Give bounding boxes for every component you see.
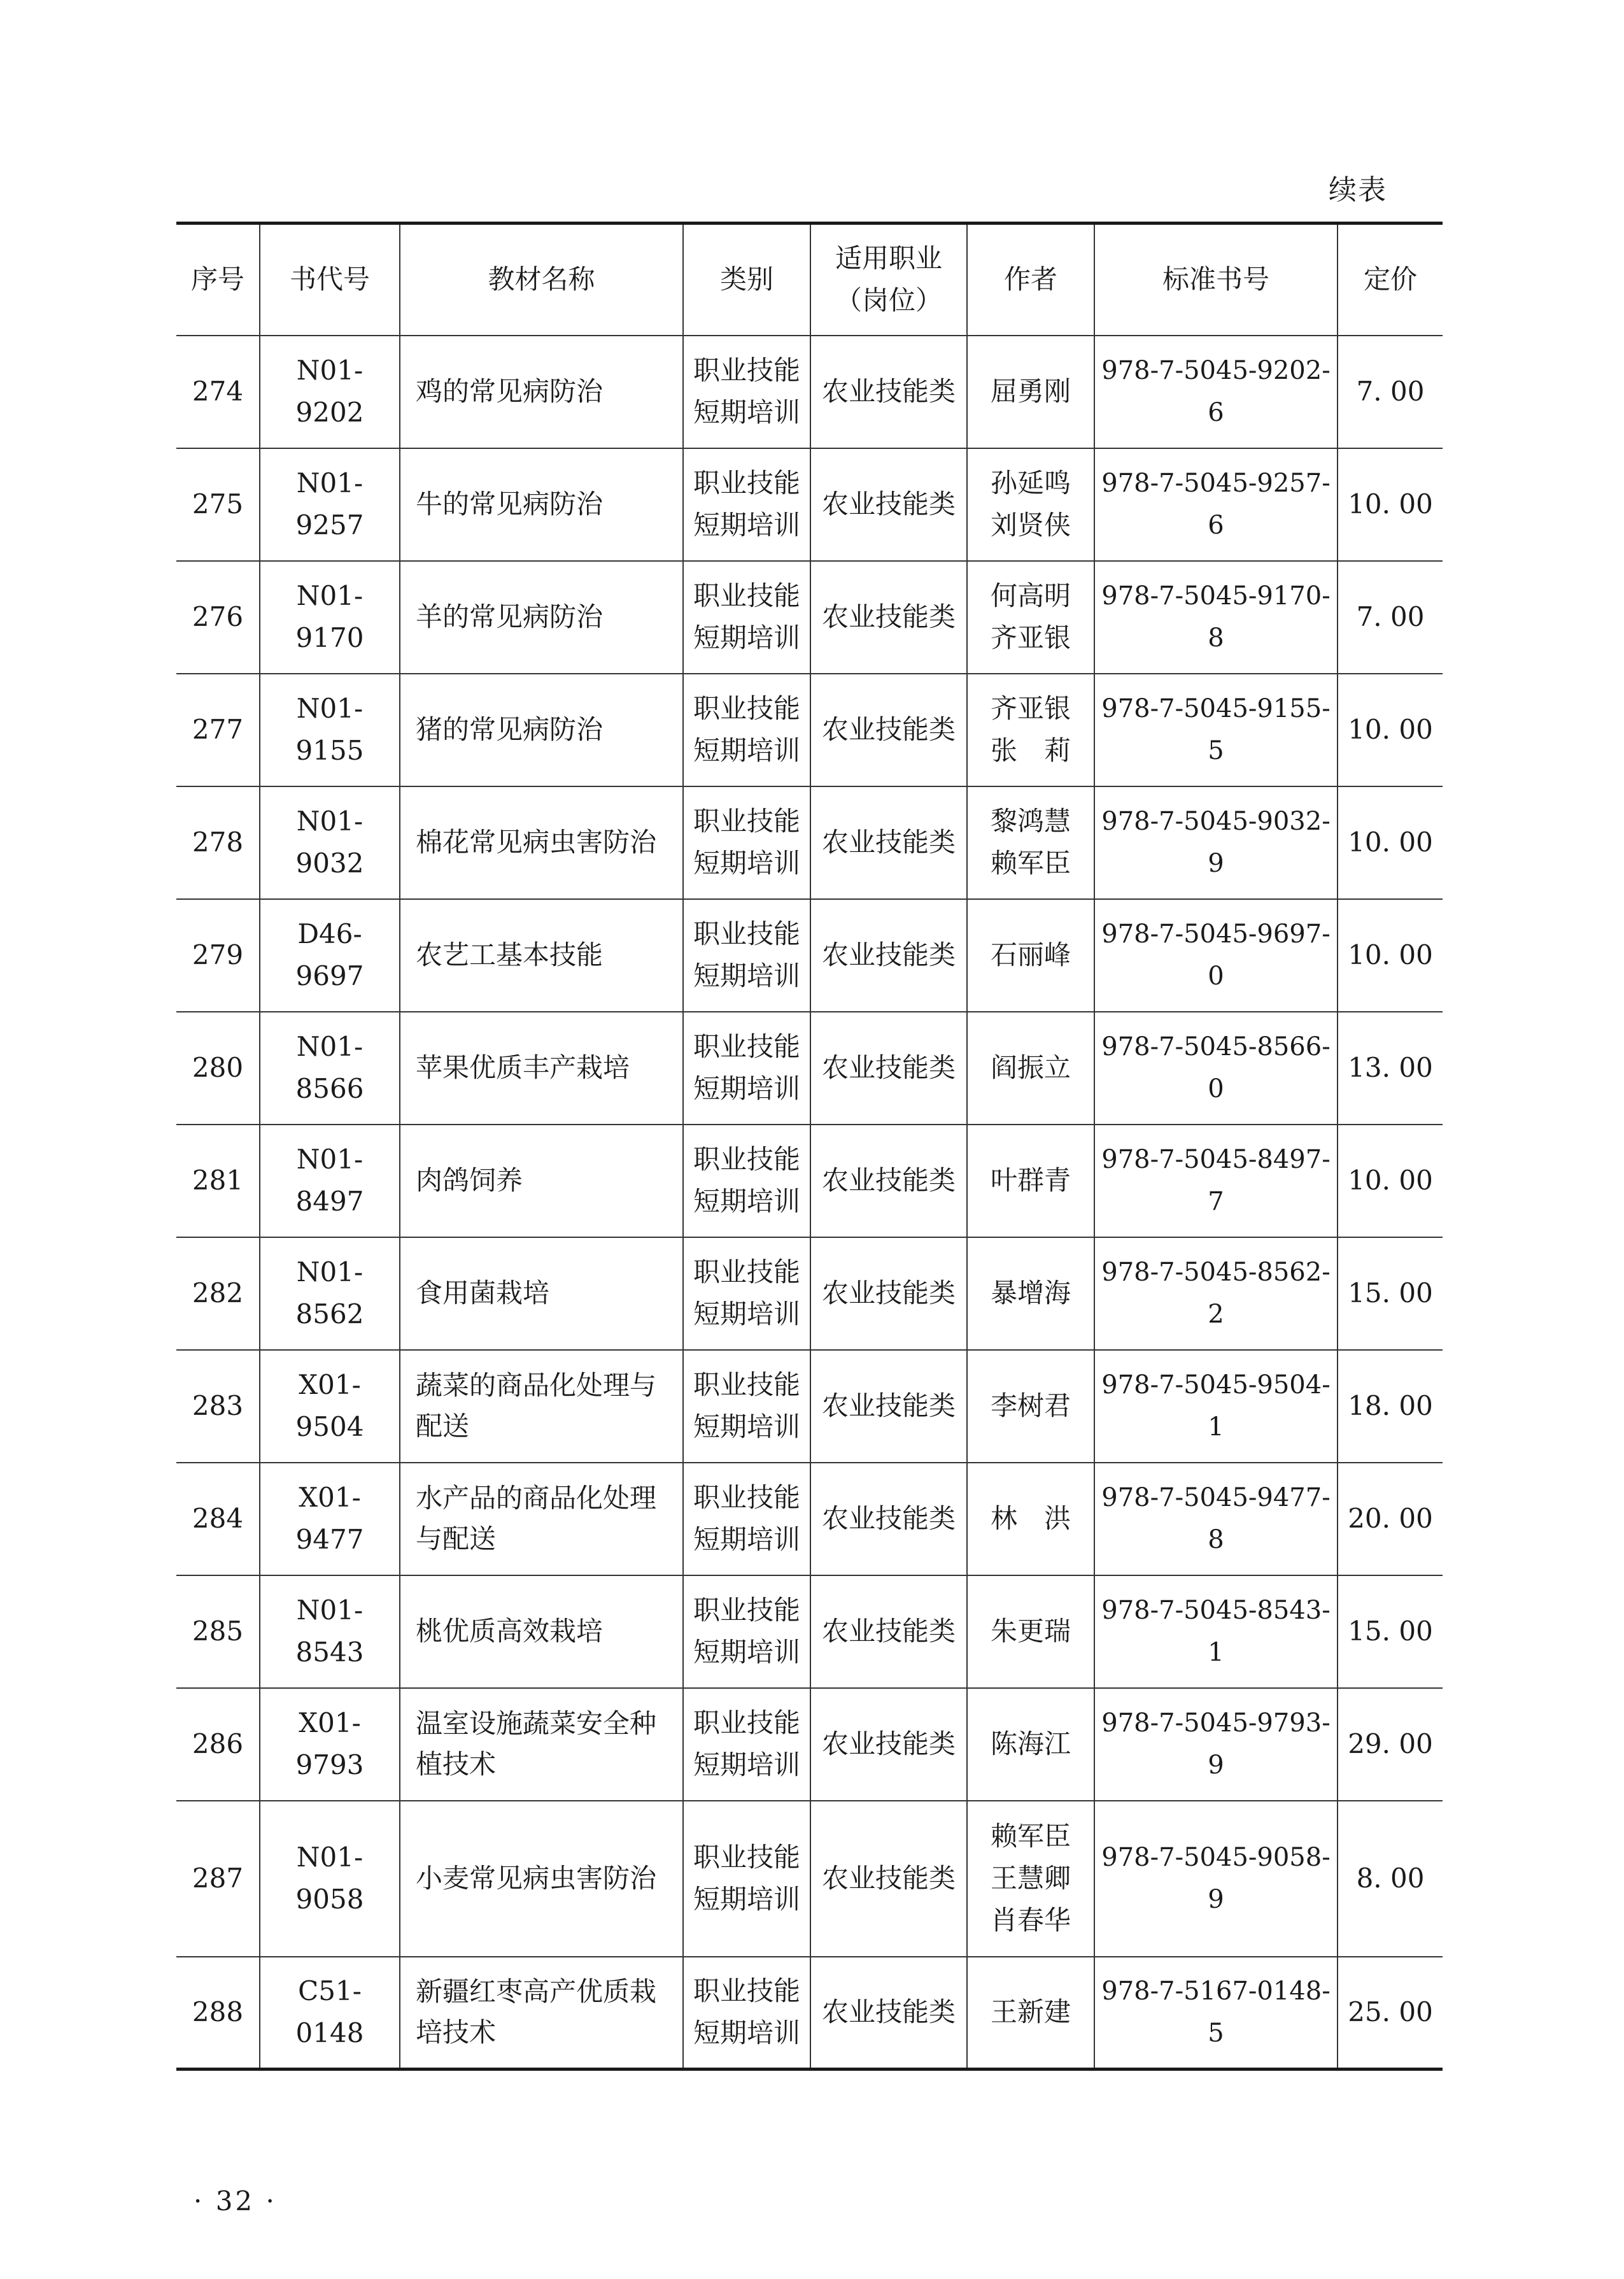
table-row bbox=[176, 1688, 1443, 1801]
cell-price: 10. 00 bbox=[1338, 786, 1443, 899]
table-row bbox=[176, 1463, 1443, 1575]
category-line: 短期培训 bbox=[693, 1524, 800, 1555]
cell-author bbox=[967, 1688, 1094, 1801]
cell-author bbox=[967, 448, 1094, 561]
category-line: 短期培训 bbox=[693, 1636, 800, 1668]
category-line: 职业技能 bbox=[693, 1031, 800, 1062]
cell-serial: 288 bbox=[176, 1957, 260, 2070]
cell-author bbox=[967, 1125, 1094, 1237]
table-row bbox=[176, 1125, 1443, 1237]
category-line: 短期培训 bbox=[693, 1884, 800, 1915]
cell-isbn: 978-7-5045-9032-9 bbox=[1094, 786, 1338, 899]
cell-author bbox=[967, 1957, 1094, 2070]
cell-occupation: 农业技能类 bbox=[810, 1125, 967, 1237]
category-line: 职业技能 bbox=[693, 355, 800, 386]
cell-price: 15. 00 bbox=[1338, 1575, 1443, 1688]
category-line: 短期培训 bbox=[693, 735, 800, 766]
cell-price: 13. 00 bbox=[1338, 1012, 1443, 1125]
column-header-title: 教材名称 bbox=[400, 224, 683, 336]
cell-price: 20. 00 bbox=[1338, 1463, 1443, 1575]
author-name: 王新建 bbox=[990, 1996, 1071, 2028]
cell-occupation: 农业技能类 bbox=[810, 1801, 967, 1957]
author-name: 张 莉 bbox=[990, 735, 1071, 766]
category-line: 短期培训 bbox=[693, 1411, 800, 1442]
cell-occupation: 农业技能类 bbox=[810, 899, 967, 1012]
table-row bbox=[176, 1957, 1443, 2070]
category-line: 职业技能 bbox=[693, 1144, 800, 1175]
author-name: 黎鸿慧 bbox=[990, 806, 1071, 837]
cell-title: 蔬菜的商品化处理与配送 bbox=[400, 1350, 683, 1463]
cell-serial: 274 bbox=[176, 336, 260, 448]
cell-isbn: 978-7-5045-8497-7 bbox=[1094, 1125, 1338, 1237]
cell-isbn: 978-7-5045-9155-5 bbox=[1094, 674, 1338, 786]
cell-title: 肉鸽饲养 bbox=[400, 1125, 683, 1237]
cell-title: 水产品的商品化处理与配送 bbox=[400, 1463, 683, 1575]
cell-title: 牛的常见病防治 bbox=[400, 448, 683, 561]
author-name: 陈海江 bbox=[990, 1728, 1071, 1759]
occupation-header-line2: （岗位） bbox=[835, 285, 942, 316]
cell-author bbox=[967, 1801, 1094, 1957]
cell-category bbox=[683, 561, 810, 674]
category-line: 短期培训 bbox=[693, 1073, 800, 1104]
cell-author bbox=[967, 786, 1094, 899]
cell-occupation: 农业技能类 bbox=[810, 1688, 967, 1801]
cell-category bbox=[683, 1237, 810, 1350]
cell-isbn: 978-7-5045-9058-9 bbox=[1094, 1801, 1338, 1957]
cell-occupation: 农业技能类 bbox=[810, 1012, 967, 1125]
cell-isbn: 978-7-5045-9202-6 bbox=[1094, 336, 1338, 448]
cell-author bbox=[967, 1350, 1094, 1463]
category-line: 职业技能 bbox=[693, 806, 800, 837]
cell-title: 桃优质高效栽培 bbox=[400, 1575, 683, 1688]
author-name: 石丽峰 bbox=[990, 939, 1071, 970]
category-line: 短期培训 bbox=[693, 397, 800, 428]
table-row bbox=[176, 1237, 1443, 1350]
cell-book-code: N01-9032 bbox=[260, 786, 400, 899]
cell-serial: 276 bbox=[176, 561, 260, 674]
continued-label: 续表 bbox=[1329, 174, 1387, 206]
author-name: 齐亚银 bbox=[990, 693, 1071, 724]
author-name: 王慧卿 bbox=[990, 1863, 1071, 1894]
cell-title: 鸡的常见病防治 bbox=[400, 336, 683, 448]
cell-price: 29. 00 bbox=[1338, 1688, 1443, 1801]
cell-occupation: 农业技能类 bbox=[810, 1350, 967, 1463]
category-line: 职业技能 bbox=[693, 693, 800, 724]
table-row bbox=[176, 1012, 1443, 1125]
column-header-category: 类别 bbox=[683, 224, 810, 336]
cell-isbn: 978-7-5045-8543-1 bbox=[1094, 1575, 1338, 1688]
cell-category bbox=[683, 899, 810, 1012]
cell-serial: 283 bbox=[176, 1350, 260, 1463]
cell-isbn: 978-7-5045-9170-8 bbox=[1094, 561, 1338, 674]
cell-occupation: 农业技能类 bbox=[810, 674, 967, 786]
table-row bbox=[176, 674, 1443, 786]
cell-title: 棉花常见病虫害防治 bbox=[400, 786, 683, 899]
cell-isbn: 978-7-5045-9257-6 bbox=[1094, 448, 1338, 561]
textbook-catalog-table bbox=[176, 222, 1443, 2071]
cell-serial: 278 bbox=[176, 786, 260, 899]
cell-serial: 285 bbox=[176, 1575, 260, 1688]
category-line: 职业技能 bbox=[693, 1975, 800, 2007]
author-name: 叶群青 bbox=[990, 1165, 1071, 1196]
cell-price: 10. 00 bbox=[1338, 674, 1443, 786]
category-line: 职业技能 bbox=[693, 1842, 800, 1873]
category-line: 职业技能 bbox=[693, 1256, 800, 1288]
category-line: 职业技能 bbox=[693, 1482, 800, 1513]
cell-serial: 275 bbox=[176, 448, 260, 561]
page-number: · 32 · bbox=[194, 2185, 277, 2217]
cell-isbn: 978-7-5167-0148-5 bbox=[1094, 1957, 1338, 2070]
cell-isbn: 978-7-5045-8562-2 bbox=[1094, 1237, 1338, 1350]
category-line: 职业技能 bbox=[693, 1594, 800, 1626]
cell-occupation: 农业技能类 bbox=[810, 1237, 967, 1350]
table-header-row bbox=[176, 224, 1443, 336]
cell-occupation: 农业技能类 bbox=[810, 561, 967, 674]
cell-title: 小麦常见病虫害防治 bbox=[400, 1801, 683, 1957]
category-line: 短期培训 bbox=[693, 848, 800, 879]
cell-author bbox=[967, 674, 1094, 786]
author-name: 李树君 bbox=[990, 1390, 1071, 1421]
category-line: 职业技能 bbox=[693, 1707, 800, 1738]
cell-category bbox=[683, 336, 810, 448]
column-header-serial: 序号 bbox=[176, 224, 260, 336]
cell-title: 农艺工基本技能 bbox=[400, 899, 683, 1012]
table-row bbox=[176, 561, 1443, 674]
cell-serial: 286 bbox=[176, 1688, 260, 1801]
category-line: 职业技能 bbox=[693, 1369, 800, 1400]
cell-category bbox=[683, 1575, 810, 1688]
cell-category bbox=[683, 1801, 810, 1957]
cell-author bbox=[967, 561, 1094, 674]
cell-category bbox=[683, 786, 810, 899]
author-name: 肖春华 bbox=[990, 1905, 1071, 1936]
cell-serial: 279 bbox=[176, 899, 260, 1012]
cell-category bbox=[683, 1688, 810, 1801]
author-name: 孙延鸣 bbox=[990, 467, 1071, 499]
table-body bbox=[176, 336, 1443, 2070]
cell-isbn: 978-7-5045-8566-0 bbox=[1094, 1012, 1338, 1125]
column-header-author: 作者 bbox=[967, 224, 1094, 336]
cell-category bbox=[683, 448, 810, 561]
cell-author bbox=[967, 336, 1094, 448]
cell-title: 食用菌栽培 bbox=[400, 1237, 683, 1350]
cell-book-code: C51-0148 bbox=[260, 1957, 400, 2070]
table-row bbox=[176, 1575, 1443, 1688]
cell-author bbox=[967, 1012, 1094, 1125]
cell-isbn: 978-7-5045-9793-9 bbox=[1094, 1688, 1338, 1801]
table-row bbox=[176, 1801, 1443, 1957]
cell-category bbox=[683, 1350, 810, 1463]
cell-occupation: 农业技能类 bbox=[810, 336, 967, 448]
author-name: 赖军臣 bbox=[990, 848, 1071, 879]
cell-serial: 282 bbox=[176, 1237, 260, 1350]
cell-price: 25. 00 bbox=[1338, 1957, 1443, 2070]
category-line: 职业技能 bbox=[693, 580, 800, 611]
cell-book-code: N01-9058 bbox=[260, 1801, 400, 1957]
author-name: 林 洪 bbox=[990, 1503, 1071, 1534]
cell-price: 15. 00 bbox=[1338, 1237, 1443, 1350]
category-line: 短期培训 bbox=[693, 509, 800, 541]
cell-category bbox=[683, 1957, 810, 2070]
author-name: 刘贤侠 bbox=[990, 509, 1071, 541]
cell-price: 18. 00 bbox=[1338, 1350, 1443, 1463]
cell-author bbox=[967, 899, 1094, 1012]
cell-occupation: 农业技能类 bbox=[810, 448, 967, 561]
cell-category bbox=[683, 1463, 810, 1575]
table-row bbox=[176, 336, 1443, 448]
cell-book-code: X01-9504 bbox=[260, 1350, 400, 1463]
cell-title: 新疆红枣高产优质栽培技术 bbox=[400, 1957, 683, 2070]
cell-serial: 280 bbox=[176, 1012, 260, 1125]
cell-category bbox=[683, 1012, 810, 1125]
cell-author bbox=[967, 1463, 1094, 1575]
cell-price: 10. 00 bbox=[1338, 1125, 1443, 1237]
category-line: 短期培训 bbox=[693, 622, 800, 653]
cell-price: 7. 00 bbox=[1338, 561, 1443, 674]
cell-book-code: N01-8497 bbox=[260, 1125, 400, 1237]
column-header-occupation bbox=[810, 224, 967, 336]
cell-book-code: X01-9793 bbox=[260, 1688, 400, 1801]
cell-serial: 287 bbox=[176, 1801, 260, 1957]
column-header-price: 定价 bbox=[1338, 224, 1443, 336]
column-header-isbn: 标准书号 bbox=[1094, 224, 1338, 336]
cell-isbn: 978-7-5045-9504-1 bbox=[1094, 1350, 1338, 1463]
category-line: 短期培训 bbox=[693, 1749, 800, 1780]
category-line: 短期培训 bbox=[693, 960, 800, 991]
cell-isbn: 978-7-5045-9697-0 bbox=[1094, 899, 1338, 1012]
author-name: 阎振立 bbox=[990, 1052, 1071, 1083]
author-name: 朱更瑞 bbox=[990, 1615, 1071, 1647]
author-name: 屈勇刚 bbox=[990, 376, 1071, 407]
cell-book-code: X01-9477 bbox=[260, 1463, 400, 1575]
author-name: 暴增海 bbox=[990, 1277, 1071, 1309]
category-line: 职业技能 bbox=[693, 467, 800, 499]
cell-author bbox=[967, 1237, 1094, 1350]
cell-occupation: 农业技能类 bbox=[810, 1463, 967, 1575]
cell-category bbox=[683, 1125, 810, 1237]
cell-occupation: 农业技能类 bbox=[810, 1957, 967, 2070]
cell-book-code: N01-9170 bbox=[260, 561, 400, 674]
cell-book-code: N01-8562 bbox=[260, 1237, 400, 1350]
column-header-book-code: 书代号 bbox=[260, 224, 400, 336]
author-name: 何高明 bbox=[990, 580, 1071, 611]
cell-title: 猪的常见病防治 bbox=[400, 674, 683, 786]
table-row bbox=[176, 899, 1443, 1012]
cell-serial: 284 bbox=[176, 1463, 260, 1575]
cell-occupation: 农业技能类 bbox=[810, 786, 967, 899]
cell-occupation: 农业技能类 bbox=[810, 1575, 967, 1688]
cell-title: 羊的常见病防治 bbox=[400, 561, 683, 674]
cell-author bbox=[967, 1575, 1094, 1688]
table-row bbox=[176, 448, 1443, 561]
cell-price: 10. 00 bbox=[1338, 899, 1443, 1012]
cell-price: 7. 00 bbox=[1338, 336, 1443, 448]
cell-title: 温室设施蔬菜安全种植技术 bbox=[400, 1688, 683, 1801]
table-row bbox=[176, 1350, 1443, 1463]
cell-serial: 277 bbox=[176, 674, 260, 786]
category-line: 职业技能 bbox=[693, 918, 800, 949]
table-row bbox=[176, 786, 1443, 899]
cell-book-code: N01-8566 bbox=[260, 1012, 400, 1125]
cell-book-code: N01-9202 bbox=[260, 336, 400, 448]
cell-category bbox=[683, 674, 810, 786]
category-line: 短期培训 bbox=[693, 1186, 800, 1217]
cell-isbn: 978-7-5045-9477-8 bbox=[1094, 1463, 1338, 1575]
cell-book-code: N01-8543 bbox=[260, 1575, 400, 1688]
cell-price: 10. 00 bbox=[1338, 448, 1443, 561]
occupation-header-line1: 适用职业 bbox=[835, 243, 942, 274]
author-name: 赖军臣 bbox=[990, 1821, 1071, 1852]
cell-book-code: D46-9697 bbox=[260, 899, 400, 1012]
category-line: 短期培训 bbox=[693, 2017, 800, 2049]
category-line: 短期培训 bbox=[693, 1298, 800, 1330]
cell-book-code: N01-9155 bbox=[260, 674, 400, 786]
cell-book-code: N01-9257 bbox=[260, 448, 400, 561]
cell-price: 8. 00 bbox=[1338, 1801, 1443, 1957]
cell-serial: 281 bbox=[176, 1125, 260, 1237]
cell-title: 苹果优质丰产栽培 bbox=[400, 1012, 683, 1125]
author-name: 齐亚银 bbox=[990, 622, 1071, 653]
